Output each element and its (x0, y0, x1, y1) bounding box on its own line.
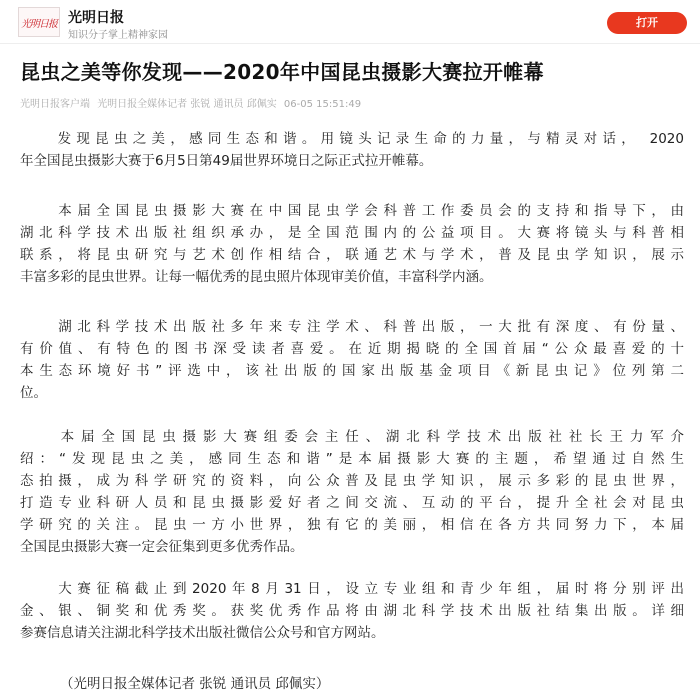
text-line: 金、银、铜奖和优秀奖。获奖优秀作品将由湖北科学技术出版社结集出版。详细 (20, 603, 684, 619)
brand-slogan: 知识分子掌上精神家园 (68, 30, 168, 41)
text-line: 学研究的关注。昆虫一方小世界，独有它的美丽，相信在各方共同努力下，本届 (20, 517, 684, 533)
text-line: 发现昆虫之美，感同生态和谐。用镜头记录生命的力量，与精灵对话， 2020 (20, 131, 684, 147)
logo-text: 光明日报 (21, 18, 57, 30)
text-line: 本届全国昆虫摄影大赛组委会主任、湖北科学技术出版社社长王力军介 (20, 429, 684, 445)
text-line: 湖北科学技术出版社组织承办，是全国范围内的公益项目。大赛将镜头与科普相 (20, 225, 684, 241)
article-paragraph (20, 200, 684, 288)
brand-name[interactable]: 光明日报 (68, 10, 124, 26)
text-line: 本生态环境好书”评选中，该社出版的国家出版基金项目《新昆虫记》位列第二 (20, 363, 684, 379)
article-paragraph (20, 316, 684, 404)
article-paragraph (20, 128, 684, 172)
article-date: 06-05 15:51:49 (283, 99, 362, 110)
article-author: 光明日报全媒体记者 张锐 通讯员 邱佩实 (97, 99, 277, 110)
article-paragraph (20, 426, 684, 558)
text-line: 打造专业科研人员和昆虫摄影爱好者之间交流、互动的平台，提升全社会对昆虫 (20, 495, 684, 511)
text-line: 湖北科学技术出版社多年来专注学术、科普出版，一大批有深度、有份量、 (20, 319, 684, 335)
article-title: 昆虫之美等你发现——2020年中国昆虫摄影大赛拉开帷幕 (20, 60, 544, 84)
article-paragraph (20, 578, 684, 644)
open-app-button[interactable]: 打开 (607, 12, 687, 34)
text-line: 丰富多彩的昆虫世界。让每一幅优秀的昆虫照片体现审美价值，丰富科学内涵。 (20, 269, 493, 285)
text-line: 绍：“发现昆虫之美，感同生态和谐”是本届摄影大赛的主题，希望通过自然生 (20, 451, 684, 467)
text-line: 联系，将昆虫研究与艺术创作相结合，联通艺术与学术，普及昆虫学知识，展示 (20, 247, 684, 263)
text-line: 大赛征稿截止到2020年8月31日，设立专业组和青少年组，届时将分别评出 (20, 581, 684, 597)
text-line: 有价值、有特色的图书深受读者喜爱。在近期揭晓的全国首届“公众最喜爱的十 (20, 341, 684, 357)
text-line: 态拍摄，成为科学研究的资料，向公众普及昆虫学知识，展示多彩的昆虫世界， (20, 473, 684, 489)
article-signature: （光明日报全媒体记者 张锐 通讯员 邱佩实） (60, 676, 330, 692)
text-line: 位。 (20, 385, 47, 401)
text-line: 参赛信息请关注湖北科学技术出版社微信公众号和官方网站。 (20, 625, 385, 641)
text-line: 全国昆虫摄影大赛一定会征集到更多优秀作品。 (20, 539, 304, 555)
text-line: 本届全国昆虫摄影大赛在中国昆虫学会科普工作委员会的支持和指导下，由 (20, 203, 684, 219)
article-meta (20, 95, 685, 110)
text-line: 年全国昆虫摄影大赛于6月5日第49届世界环境日之际正式拉开帷幕。 (20, 153, 433, 169)
app-banner (0, 0, 700, 44)
article-source: 光明日报客户端 (20, 99, 90, 110)
brand-logo[interactable] (18, 7, 60, 37)
